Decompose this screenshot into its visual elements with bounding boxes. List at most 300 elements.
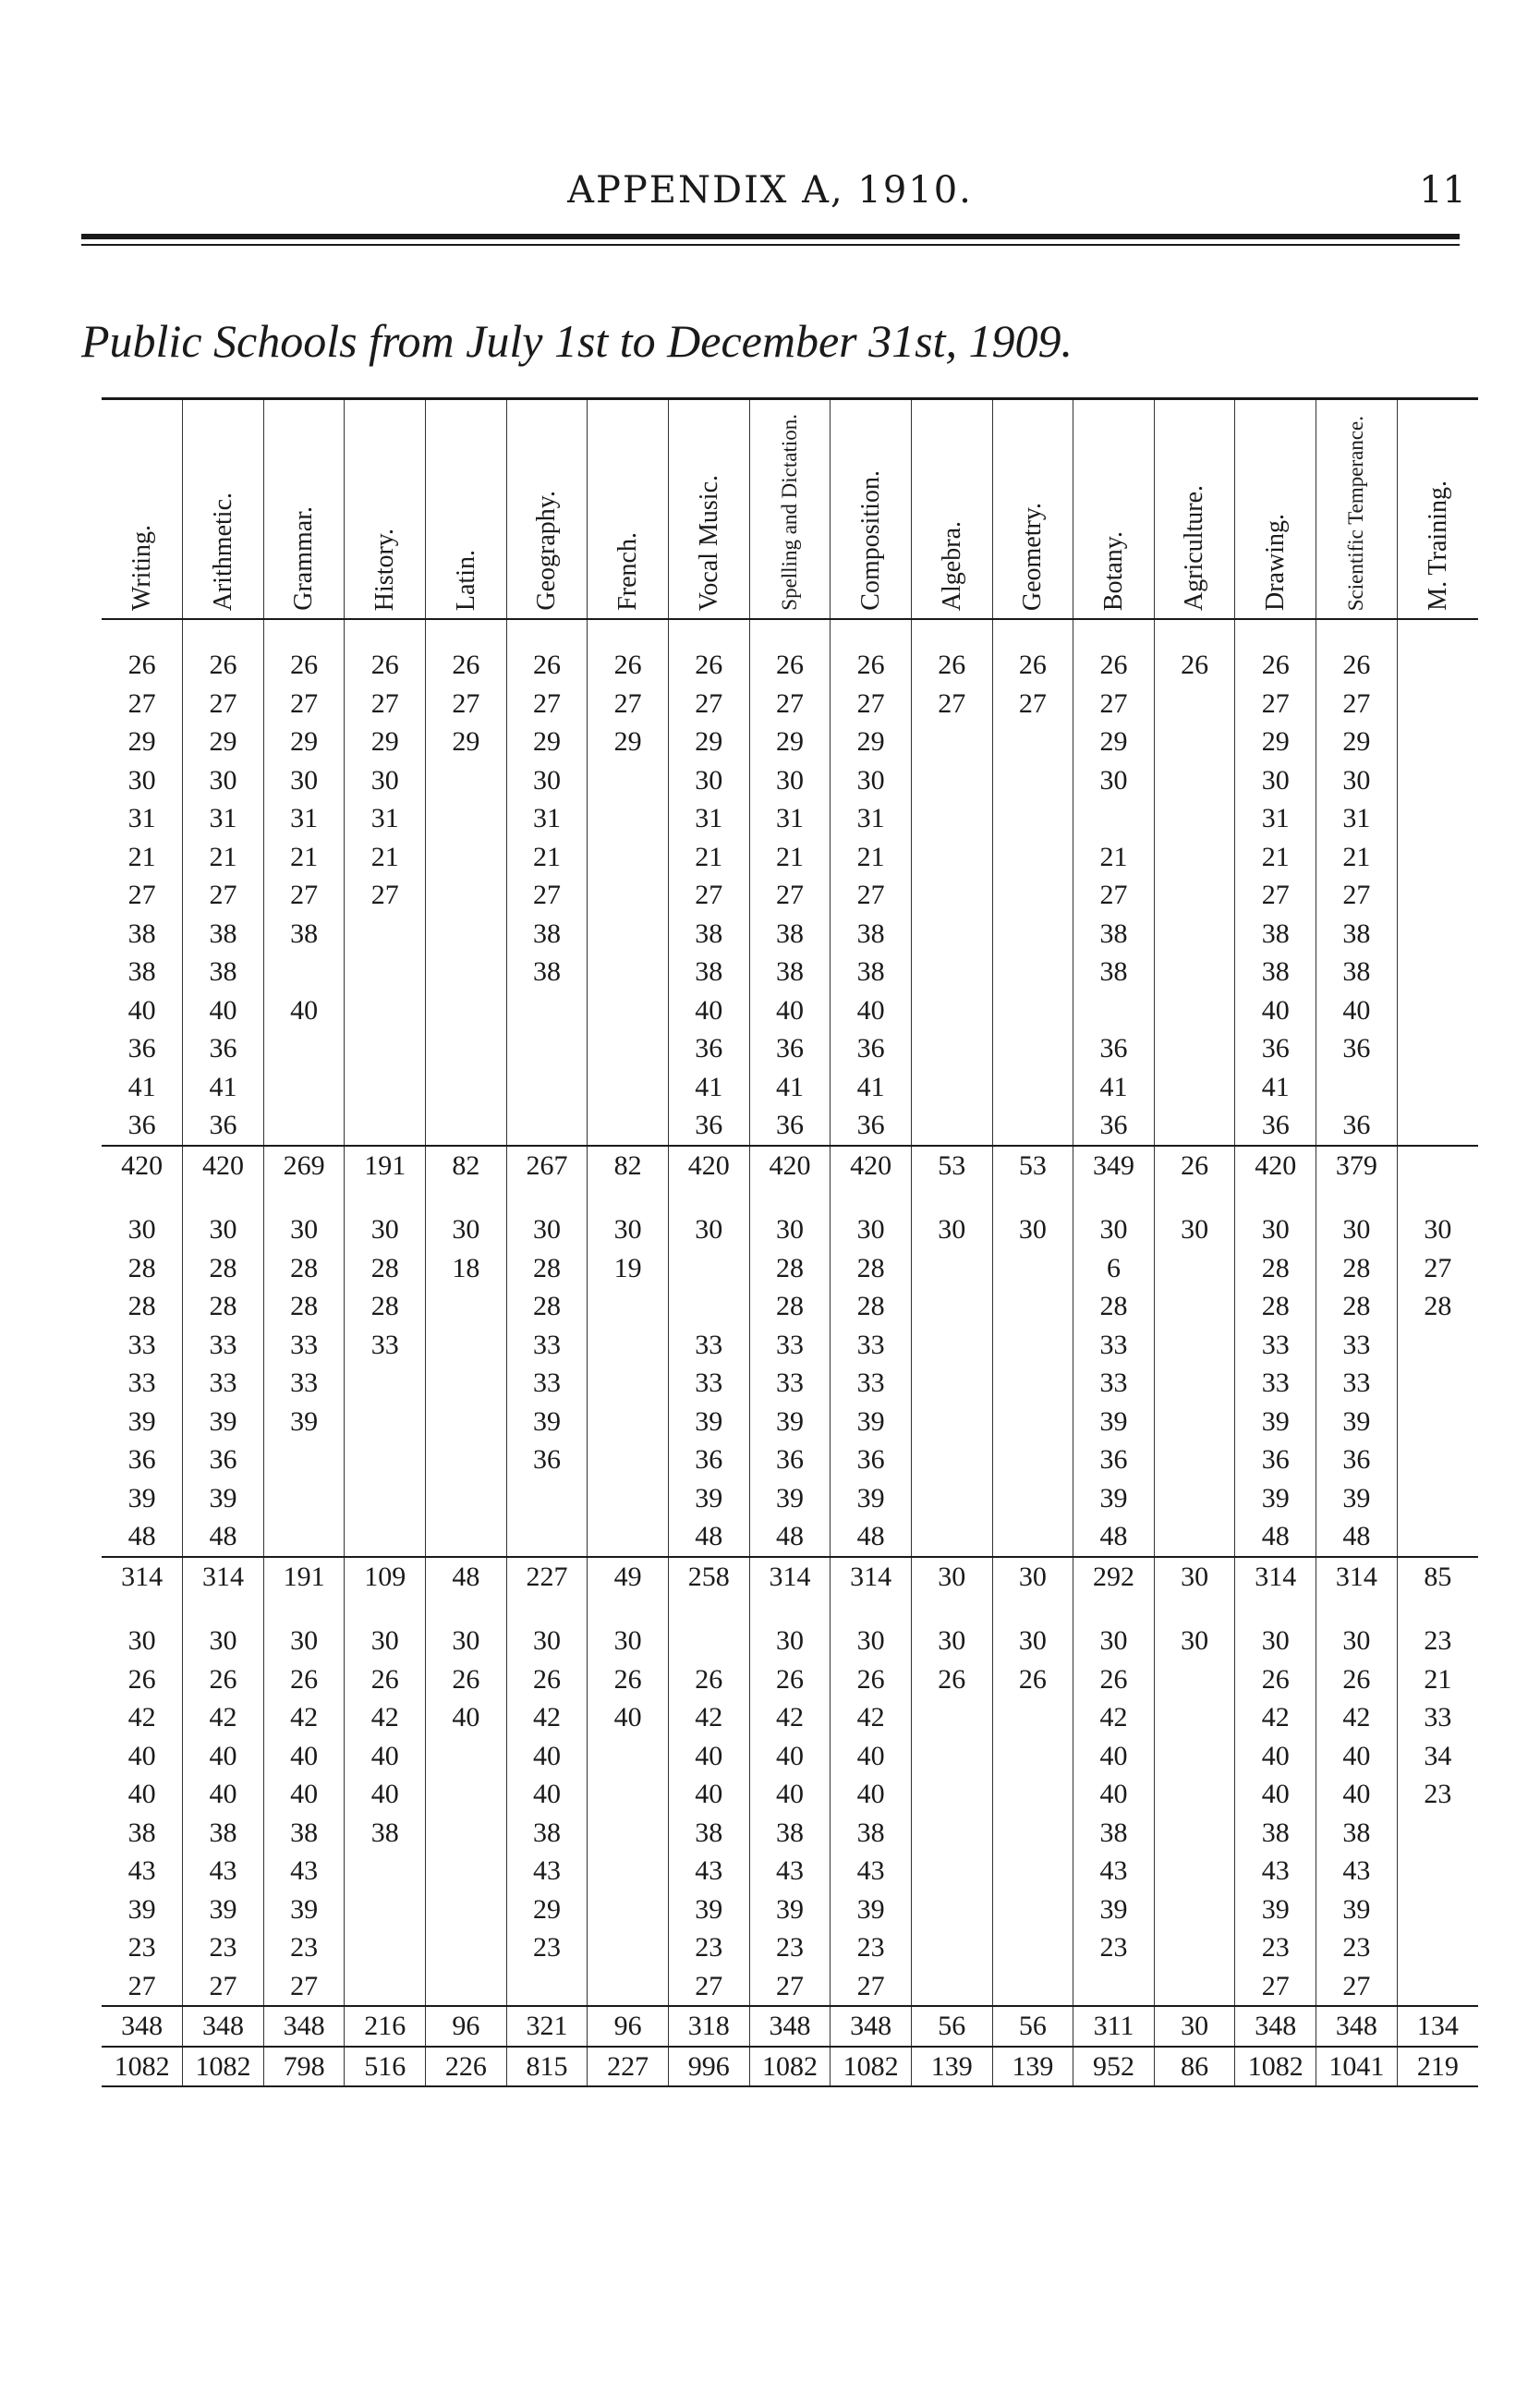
table-cell bbox=[1397, 1814, 1478, 1853]
table-cell: 27 bbox=[668, 1967, 749, 2007]
table-cell bbox=[588, 838, 669, 877]
table-cell: 36 bbox=[1073, 1106, 1155, 1146]
table-cell: 42 bbox=[127, 1702, 156, 1732]
table-cell bbox=[588, 915, 669, 954]
column-header-label: Grammar. bbox=[289, 506, 319, 611]
table-cell: 36 bbox=[668, 1441, 749, 1479]
table-cell: 36 bbox=[1073, 1029, 1155, 1068]
table-cell bbox=[911, 876, 992, 915]
table-cell: 34 bbox=[1397, 1737, 1478, 1776]
table-cell: 36 bbox=[1316, 1106, 1398, 1146]
table-cell: 39 bbox=[1073, 1479, 1155, 1518]
table-cell: 26 bbox=[831, 619, 912, 685]
table-row bbox=[102, 1287, 1478, 1326]
table-cell: 42 bbox=[183, 1698, 264, 1737]
table-cell: 28 bbox=[1316, 1249, 1398, 1288]
table-cell: 33 bbox=[183, 1326, 264, 1365]
table-row bbox=[102, 1890, 1478, 1929]
table-row bbox=[102, 685, 1478, 723]
table-cell: 348 bbox=[831, 2006, 912, 2047]
table-row bbox=[102, 1479, 1478, 1518]
table-cell bbox=[263, 1029, 345, 1068]
table-cell: 29 bbox=[506, 723, 588, 761]
table-cell: 139 bbox=[992, 2047, 1073, 2087]
table-cell: 26 bbox=[183, 1660, 264, 1699]
table-cell: 27 bbox=[911, 685, 992, 723]
table-cell: 311 bbox=[1073, 2006, 1155, 2047]
table-cell bbox=[506, 1967, 588, 2007]
table-cell bbox=[588, 1852, 669, 1890]
table-cell bbox=[992, 1106, 1073, 1146]
table-cell: 314 bbox=[831, 1557, 912, 1597]
table-cell bbox=[588, 876, 669, 915]
table-cell: 96 bbox=[426, 2006, 507, 2047]
table-cell bbox=[426, 838, 507, 877]
table-cell: 36 bbox=[668, 1029, 749, 1068]
table-cell: 30 bbox=[588, 1596, 669, 1660]
table-cell: 348 bbox=[102, 2006, 183, 2047]
table-cell: 30 bbox=[1154, 1557, 1235, 1597]
table-cell: 43 bbox=[1073, 1852, 1155, 1890]
table-cell bbox=[588, 1814, 669, 1853]
table-cell: 40 bbox=[263, 991, 345, 1030]
table-cell: 48 bbox=[426, 1557, 507, 1597]
table-row bbox=[102, 1775, 1478, 1814]
table-cell: 26 bbox=[992, 1660, 1073, 1699]
table-cell: 39 bbox=[668, 1479, 749, 1518]
table-row bbox=[102, 1660, 1478, 1699]
table-cell: 39 bbox=[749, 1479, 831, 1518]
table-cell bbox=[345, 1441, 426, 1479]
table-cell: 23 bbox=[1073, 1928, 1155, 1967]
table-cell bbox=[911, 1106, 992, 1146]
table-cell bbox=[911, 1698, 992, 1737]
table-cell: 27 bbox=[127, 880, 156, 910]
table-cell: 30 bbox=[588, 1185, 669, 1249]
table-cell: 41 bbox=[183, 1068, 264, 1107]
table-cell bbox=[345, 1029, 426, 1068]
table-cell: 42 bbox=[1073, 1698, 1155, 1737]
table-cell bbox=[911, 915, 992, 954]
column-header-label: Agriculture. bbox=[1180, 484, 1209, 611]
table-cell bbox=[426, 1364, 507, 1403]
table-cell: 36 bbox=[183, 1029, 264, 1068]
table-cell: 39 bbox=[1316, 1479, 1398, 1518]
table-cell: 952 bbox=[1073, 2047, 1155, 2087]
column-header-label: French. bbox=[612, 532, 642, 611]
table-cell: 28 bbox=[1073, 1287, 1155, 1326]
table-cell: 36 bbox=[668, 1106, 749, 1146]
column-header-label: Geography. bbox=[532, 491, 562, 611]
table-cell: 38 bbox=[127, 1817, 156, 1848]
table-cell: 27 bbox=[992, 685, 1073, 723]
table-cell: 40 bbox=[345, 1775, 426, 1814]
table-cell: 42 bbox=[1316, 1698, 1398, 1737]
table-cell bbox=[1397, 1890, 1478, 1929]
column-header-label: Writing. bbox=[127, 525, 156, 611]
table-cell: 39 bbox=[831, 1479, 912, 1518]
table-cell: 28 bbox=[127, 1252, 156, 1283]
table-cell bbox=[668, 1596, 749, 1660]
table-cell bbox=[426, 1517, 507, 1557]
table-cell: 30 bbox=[263, 1185, 345, 1249]
table-cell: 30 bbox=[345, 1185, 426, 1249]
table-cell: 38 bbox=[1235, 1814, 1316, 1853]
subject-statistics-table bbox=[102, 397, 1478, 2087]
table-cell: 31 bbox=[263, 799, 345, 838]
table-cell bbox=[992, 1029, 1073, 1068]
table-cell bbox=[911, 1517, 992, 1557]
column-header-vocal-music bbox=[668, 399, 749, 620]
table-cell: 33 bbox=[1235, 1326, 1316, 1365]
table-title: Public Schools from July 1st to December 31st, 1909. bbox=[81, 315, 1073, 367]
column-header-label: Vocal Music. bbox=[694, 474, 723, 611]
table-cell bbox=[992, 1441, 1073, 1479]
table-cell: 33 bbox=[127, 1368, 156, 1398]
table-cell bbox=[506, 1479, 588, 1518]
table-cell bbox=[588, 1928, 669, 1967]
table-cell: 349 bbox=[1073, 1146, 1155, 1185]
table-cell: 28 bbox=[1316, 1287, 1398, 1326]
table-cell bbox=[426, 1890, 507, 1929]
table-header bbox=[102, 399, 1478, 620]
table-cell bbox=[345, 953, 426, 991]
table-cell bbox=[1397, 723, 1478, 761]
column-header-label: Drawing. bbox=[1261, 514, 1291, 611]
table-cell: 33 bbox=[668, 1326, 749, 1365]
table-cell: 23 bbox=[506, 1928, 588, 1967]
table-cell: 40 bbox=[749, 1775, 831, 1814]
table-cell: 28 bbox=[831, 1287, 912, 1326]
table-cell bbox=[1397, 953, 1478, 991]
table-row bbox=[102, 1852, 1478, 1890]
table-cell: 41 bbox=[1235, 1068, 1316, 1107]
table-cell: 42 bbox=[1235, 1698, 1316, 1737]
table-cell bbox=[588, 1364, 669, 1403]
table-cell: 23 bbox=[183, 1928, 264, 1967]
table-cell: 85 bbox=[1397, 1557, 1478, 1597]
table-cell: 348 bbox=[749, 2006, 831, 2047]
table-cell: 26 bbox=[127, 650, 156, 680]
table-cell: 27 bbox=[345, 876, 426, 915]
table-cell: 40 bbox=[263, 1775, 345, 1814]
table-cell bbox=[345, 1364, 426, 1403]
table-cell: 33 bbox=[668, 1364, 749, 1403]
table-cell bbox=[992, 1737, 1073, 1776]
table-row bbox=[102, 1596, 1478, 1660]
table-cell: 226 bbox=[426, 2047, 507, 2087]
table-cell bbox=[588, 953, 669, 991]
table-cell: 1082 bbox=[102, 2047, 183, 2087]
table-cell: 38 bbox=[749, 953, 831, 991]
table-cell bbox=[1154, 1928, 1235, 1967]
table-cell bbox=[1154, 1106, 1235, 1146]
table-cell bbox=[911, 1737, 992, 1776]
table-cell: 26 bbox=[749, 1660, 831, 1699]
table-cell: 26 bbox=[263, 619, 345, 685]
table-cell: 33 bbox=[506, 1326, 588, 1365]
table-cell: 53 bbox=[911, 1146, 992, 1185]
table-cell: 21 bbox=[183, 838, 264, 877]
table-cell: 48 bbox=[749, 1517, 831, 1557]
table-cell bbox=[588, 1967, 669, 2007]
table-row bbox=[102, 1068, 1478, 1107]
table-cell bbox=[1397, 1106, 1478, 1146]
table-cell bbox=[1397, 1441, 1478, 1479]
table-cell: 33 bbox=[1397, 1698, 1478, 1737]
table-cell: 28 bbox=[749, 1249, 831, 1288]
table-cell: 43 bbox=[127, 1855, 156, 1886]
table-cell: 39 bbox=[1073, 1890, 1155, 1929]
table-cell: 29 bbox=[127, 726, 156, 757]
table-cell bbox=[1397, 876, 1478, 915]
table-cell: 996 bbox=[668, 2047, 749, 2087]
table-cell: 27 bbox=[183, 876, 264, 915]
table-cell: 38 bbox=[183, 915, 264, 954]
table-cell: 40 bbox=[183, 1737, 264, 1776]
table-cell bbox=[1154, 1967, 1235, 2007]
table-cell: 1082 bbox=[749, 2047, 831, 2087]
table-cell: 42 bbox=[506, 1698, 588, 1737]
table-cell: 27 bbox=[1235, 876, 1316, 915]
column-header-label: Algebra. bbox=[937, 520, 966, 611]
column-header-label: History. bbox=[370, 528, 400, 611]
table-cell: 30 bbox=[1235, 1185, 1316, 1249]
table-cell: 38 bbox=[1073, 953, 1155, 991]
table-cell: 36 bbox=[127, 1110, 156, 1140]
table-cell: 40 bbox=[831, 1775, 912, 1814]
table-cell: 36 bbox=[831, 1029, 912, 1068]
table-cell bbox=[506, 991, 588, 1030]
table-cell bbox=[1397, 1479, 1478, 1518]
table-cell: 41 bbox=[1073, 1068, 1155, 1107]
table-row bbox=[102, 761, 1478, 800]
table-cell: 29 bbox=[183, 723, 264, 761]
column-header-row bbox=[102, 399, 1478, 620]
table-cell: 40 bbox=[263, 1737, 345, 1776]
table-cell: 33 bbox=[1073, 1326, 1155, 1365]
table-cell: 39 bbox=[263, 1403, 345, 1441]
table-cell: 31 bbox=[668, 799, 749, 838]
table-cell: 38 bbox=[1073, 915, 1155, 954]
table-cell bbox=[1397, 1928, 1478, 1967]
table-cell bbox=[1154, 1441, 1235, 1479]
table-cell: 314 bbox=[749, 1557, 831, 1597]
table-cell: 26 bbox=[668, 619, 749, 685]
table-cell: 21 bbox=[1073, 838, 1155, 877]
table-cell: 26 bbox=[1316, 619, 1398, 685]
table-cell: 28 bbox=[183, 1249, 264, 1288]
header-rule bbox=[81, 234, 1460, 239]
table-cell: 40 bbox=[506, 1737, 588, 1776]
table-cell: 30 bbox=[1235, 1596, 1316, 1660]
table-cell: 1041 bbox=[1316, 2047, 1398, 2087]
page-number: 11 bbox=[1419, 169, 1466, 212]
table-cell: 48 bbox=[1316, 1517, 1398, 1557]
table-cell: 26 bbox=[911, 1660, 992, 1699]
table-cell: 40 bbox=[668, 991, 749, 1030]
table-row bbox=[102, 1185, 1478, 1249]
table-cell: 38 bbox=[263, 1814, 345, 1853]
table-cell: 29 bbox=[1073, 723, 1155, 761]
table-cell: 26 bbox=[831, 1660, 912, 1699]
table-cell: 26 bbox=[345, 1660, 426, 1699]
table-cell: 86 bbox=[1154, 2047, 1235, 2087]
table-cell bbox=[911, 799, 992, 838]
table-cell bbox=[426, 953, 507, 991]
table-cell: 420 bbox=[668, 1146, 749, 1185]
table-cell bbox=[345, 1106, 426, 1146]
table-row bbox=[102, 838, 1478, 877]
table-cell bbox=[992, 1068, 1073, 1107]
table-cell: 420 bbox=[1235, 1146, 1316, 1185]
table-cell: 39 bbox=[1235, 1403, 1316, 1441]
table-cell bbox=[345, 991, 426, 1030]
table-cell bbox=[426, 1479, 507, 1518]
table-cell bbox=[1397, 761, 1478, 800]
table-cell: 48 bbox=[127, 1521, 156, 1551]
table-cell bbox=[992, 1928, 1073, 1967]
table-cell: 33 bbox=[1235, 1364, 1316, 1403]
table-cell bbox=[426, 1403, 507, 1441]
table-row bbox=[102, 1106, 1478, 1146]
column-header-writing bbox=[102, 399, 183, 620]
table-cell: 28 bbox=[1235, 1249, 1316, 1288]
table-cell bbox=[588, 1737, 669, 1776]
table-cell: 56 bbox=[992, 2006, 1073, 2047]
table-cell: 36 bbox=[1073, 1441, 1155, 1479]
table-cell: 318 bbox=[668, 2006, 749, 2047]
column-header-french bbox=[588, 399, 669, 620]
table-row bbox=[102, 1928, 1478, 1967]
column-header-arithmetic bbox=[183, 399, 264, 620]
table-cell: 40 bbox=[749, 1737, 831, 1776]
table-cell: 267 bbox=[506, 1146, 588, 1185]
table-cell: 26 bbox=[183, 619, 264, 685]
table-cell: 26 bbox=[263, 1660, 345, 1699]
table-cell bbox=[426, 1326, 507, 1365]
table-cell bbox=[992, 1517, 1073, 1557]
table-cell: 30 bbox=[831, 1596, 912, 1660]
table-cell: 420 bbox=[102, 1146, 183, 1185]
table-cell: 28 bbox=[263, 1287, 345, 1326]
section-total-row bbox=[102, 1146, 1478, 1185]
table-cell bbox=[588, 1441, 669, 1479]
table-cell: 49 bbox=[588, 1557, 669, 1597]
table-cell: 30 bbox=[263, 761, 345, 800]
table-cell: 27 bbox=[183, 685, 264, 723]
table-cell bbox=[992, 799, 1073, 838]
table-cell: 28 bbox=[127, 1291, 156, 1321]
table-cell bbox=[911, 1479, 992, 1518]
table-cell: 30 bbox=[183, 1185, 264, 1249]
table-cell: 30 bbox=[831, 761, 912, 800]
table-cell bbox=[263, 1068, 345, 1107]
table-cell: 33 bbox=[506, 1364, 588, 1403]
table-cell: 39 bbox=[749, 1403, 831, 1441]
table-cell: 36 bbox=[749, 1441, 831, 1479]
table-cell bbox=[588, 1890, 669, 1929]
table-cell: 27 bbox=[831, 1967, 912, 2007]
table-cell: 30 bbox=[668, 761, 749, 800]
table-cell: 40 bbox=[1073, 1775, 1155, 1814]
table-cell: 48 bbox=[183, 1517, 264, 1557]
table-cell: 28 bbox=[831, 1249, 912, 1288]
table-cell: 21 bbox=[345, 838, 426, 877]
table-cell: 33 bbox=[1316, 1364, 1398, 1403]
table-cell bbox=[1397, 1326, 1478, 1365]
table-cell bbox=[1397, 1068, 1478, 1107]
table-cell: 43 bbox=[1316, 1852, 1398, 1890]
table-row bbox=[102, 991, 1478, 1030]
table-cell: 39 bbox=[1235, 1479, 1316, 1518]
table-cell: 27 bbox=[749, 876, 831, 915]
table-cell: 38 bbox=[668, 953, 749, 991]
table-cell: 27 bbox=[588, 685, 669, 723]
table-cell: 28 bbox=[1235, 1287, 1316, 1326]
table-cell bbox=[263, 1106, 345, 1146]
table-cell: 30 bbox=[127, 764, 156, 796]
table-cell: 420 bbox=[749, 1146, 831, 1185]
table-cell: 28 bbox=[345, 1287, 426, 1326]
table-cell: 269 bbox=[263, 1146, 345, 1185]
table-cell: 26 bbox=[1235, 619, 1316, 685]
table-cell bbox=[426, 1775, 507, 1814]
table-cell bbox=[1154, 1364, 1235, 1403]
table-cell: 29 bbox=[426, 723, 507, 761]
column-header-label: Latin. bbox=[451, 549, 480, 611]
table-cell: 33 bbox=[749, 1364, 831, 1403]
table-cell: 48 bbox=[1073, 1517, 1155, 1557]
table-cell: 30 bbox=[1073, 761, 1155, 800]
table-cell: 27 bbox=[127, 1970, 156, 2001]
column-header-label: Composition. bbox=[855, 470, 885, 611]
table-cell: 56 bbox=[911, 2006, 992, 2047]
table-cell bbox=[345, 1890, 426, 1929]
table-row bbox=[102, 723, 1478, 761]
table-cell bbox=[992, 1698, 1073, 1737]
table-cell: 27 bbox=[263, 685, 345, 723]
table-cell: 26 bbox=[1073, 619, 1155, 685]
table-cell bbox=[426, 799, 507, 838]
table-row bbox=[102, 915, 1478, 954]
table-cell: 28 bbox=[183, 1287, 264, 1326]
column-header-label: Arithmetic. bbox=[208, 492, 237, 611]
table-cell: 38 bbox=[1235, 953, 1316, 991]
table-cell: 82 bbox=[588, 1146, 669, 1185]
table-cell: 33 bbox=[127, 1329, 156, 1360]
table-cell: 30 bbox=[831, 1185, 912, 1249]
table-row bbox=[102, 1403, 1478, 1441]
table-cell: 31 bbox=[345, 799, 426, 838]
table-cell bbox=[992, 1814, 1073, 1853]
table-cell bbox=[992, 953, 1073, 991]
table-cell: 36 bbox=[183, 1106, 264, 1146]
table-cell: 27 bbox=[1316, 876, 1398, 915]
table-cell: 27 bbox=[749, 685, 831, 723]
table-cell: 40 bbox=[183, 1775, 264, 1814]
table-cell bbox=[992, 876, 1073, 915]
table-cell bbox=[588, 991, 669, 1030]
table-cell bbox=[992, 838, 1073, 877]
column-header-geometry bbox=[992, 399, 1073, 620]
table-cell bbox=[992, 1852, 1073, 1890]
table-row bbox=[102, 1249, 1478, 1288]
table-cell: 40 bbox=[345, 1737, 426, 1776]
table-cell bbox=[588, 1029, 669, 1068]
table-cell: 191 bbox=[263, 1557, 345, 1597]
table-cell: 26 bbox=[1235, 1660, 1316, 1699]
